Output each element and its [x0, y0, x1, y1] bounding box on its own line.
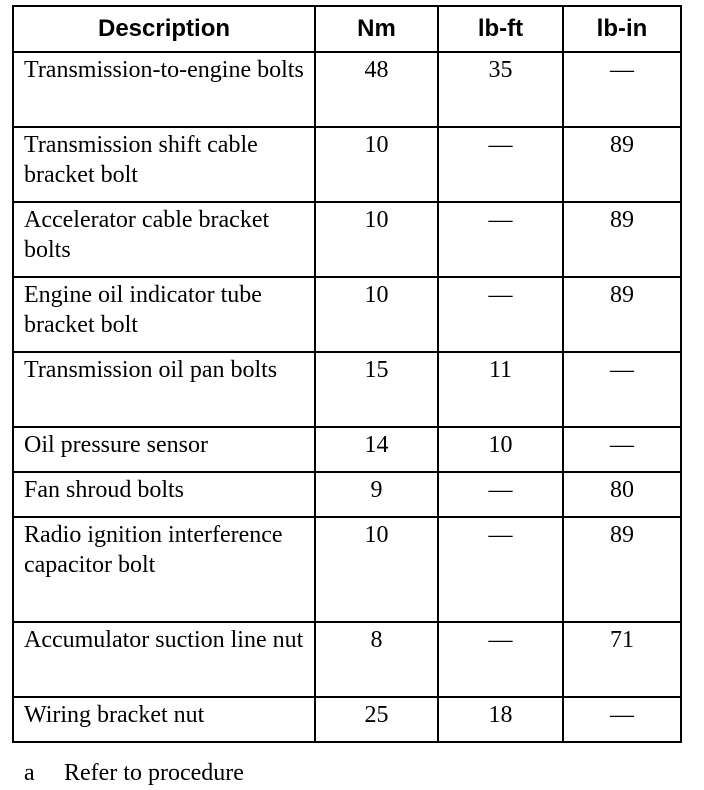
cell-description: Oil pressure sensor [13, 427, 315, 472]
cell-lbft: 11 [438, 352, 563, 427]
table-row [13, 472, 681, 517]
cell-nm: 10 [315, 277, 438, 352]
footnote-marker: a [24, 760, 35, 786]
cell-description: Transmission shift cable bracket bolt [13, 127, 315, 202]
table-row [13, 202, 681, 277]
cell-nm: 9 [315, 472, 438, 517]
cell-description: Accumulator suction line nut [13, 622, 315, 697]
cell-lbft: 10 [438, 427, 563, 472]
table-row [13, 622, 681, 697]
footnote [24, 758, 244, 788]
cell-description: Radio ignition interference capacitor bolt [13, 517, 315, 622]
cell-nm: 10 [315, 127, 438, 202]
footnote-text: Refer to procedure [64, 760, 244, 786]
cell-description: Wiring bracket nut [13, 697, 315, 742]
cell-lbin: — [563, 427, 681, 472]
table-body [13, 52, 681, 742]
cell-lbin: — [563, 352, 681, 427]
cell-nm: 8 [315, 622, 438, 697]
cell-lbft: — [438, 277, 563, 352]
cell-nm: 14 [315, 427, 438, 472]
cell-nm: 25 [315, 697, 438, 742]
table-row [13, 517, 681, 622]
table-row [13, 427, 681, 472]
cell-lbft: — [438, 622, 563, 697]
cell-lbin: — [563, 52, 681, 127]
table-row [13, 52, 681, 127]
table-row [13, 277, 681, 352]
table-header [13, 6, 681, 52]
cell-lbft: — [438, 202, 563, 277]
cell-nm: 15 [315, 352, 438, 427]
cell-lbft: 18 [438, 697, 563, 742]
header-lbin: lb-in [563, 6, 681, 52]
cell-description: Engine oil indicator tube bracket bolt [13, 277, 315, 352]
cell-lbft: — [438, 472, 563, 517]
header-lbft: lb-ft [438, 6, 563, 52]
header-description: Description [13, 6, 315, 52]
cell-nm: 48 [315, 52, 438, 127]
cell-nm: 10 [315, 202, 438, 277]
cell-lbin: 80 [563, 472, 681, 517]
cell-lbft: — [438, 127, 563, 202]
cell-description: Fan shroud bolts [13, 472, 315, 517]
cell-nm: 10 [315, 517, 438, 622]
cell-description: Transmission oil pan bolts [13, 352, 315, 427]
cell-lbin: — [563, 697, 681, 742]
cell-lbin: 89 [563, 277, 681, 352]
cell-description: Transmission-to-engine bolts [13, 52, 315, 127]
table-row [13, 697, 681, 742]
cell-lbin: 89 [563, 127, 681, 202]
cell-description: Accelerator cable bracket bolts [13, 202, 315, 277]
cell-lbin: 71 [563, 622, 681, 697]
cell-lbft: 35 [438, 52, 563, 127]
table-row [13, 352, 681, 427]
cell-lbin: 89 [563, 517, 681, 622]
table-row [13, 127, 681, 202]
header-nm: Nm [315, 6, 438, 52]
header-row [13, 6, 681, 52]
torque-spec-table [12, 5, 682, 743]
cell-lbft: — [438, 517, 563, 622]
cell-lbin: 89 [563, 202, 681, 277]
